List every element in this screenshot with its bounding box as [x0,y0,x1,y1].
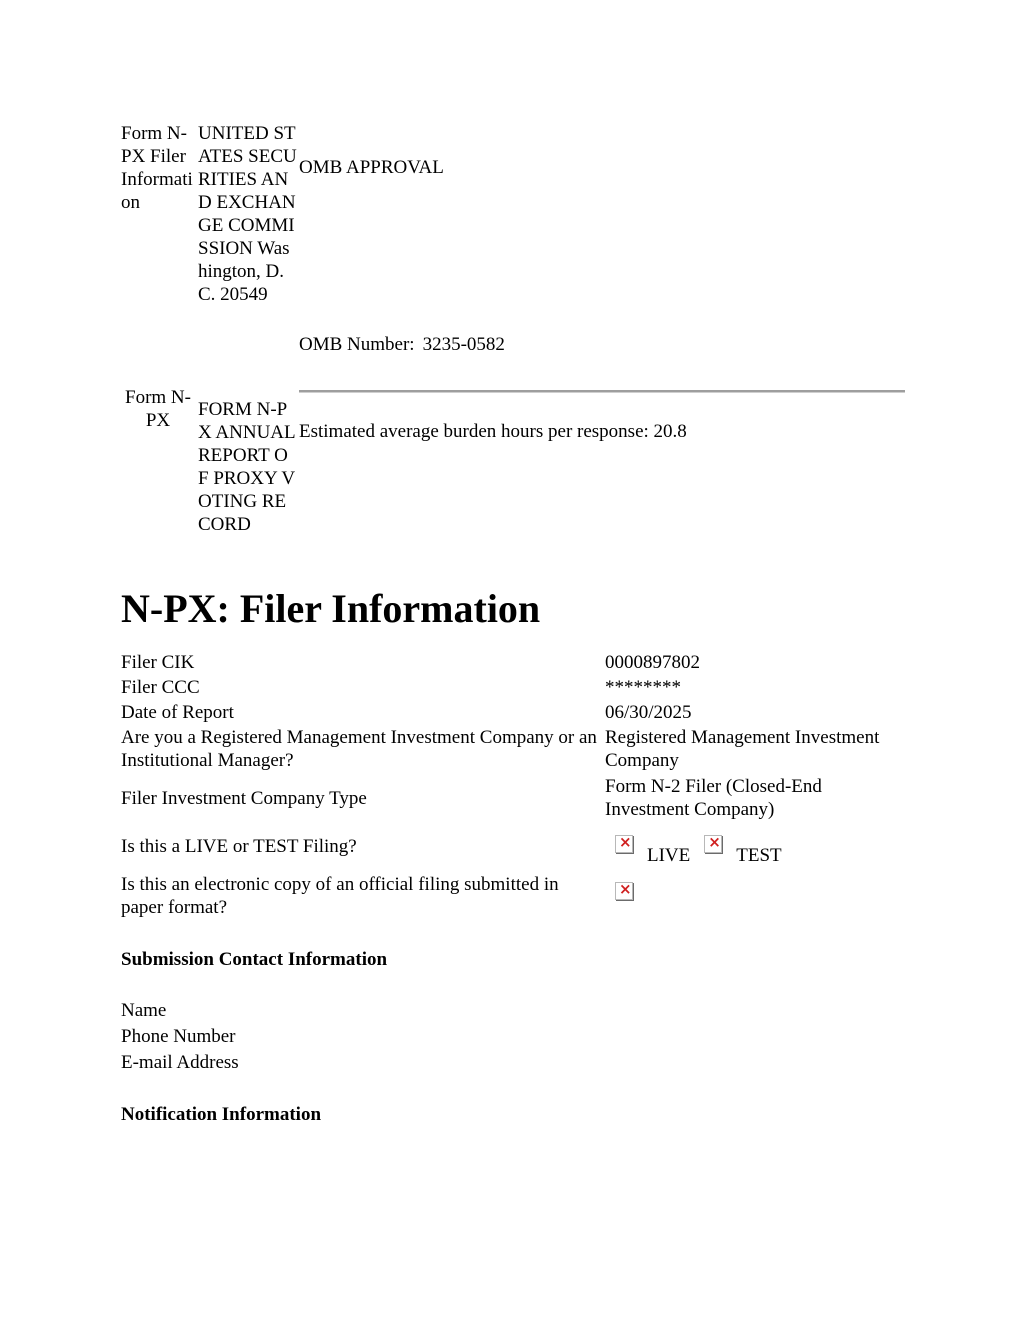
row-label: Filer CIK [121,652,195,673]
row-label: Are you a Registered Management Investment Company or an Institutional Manager? [121,727,597,771]
row-value: Registered Management Investment Company [605,727,880,771]
row-label: Filer CCC [121,677,200,698]
omb-number [299,333,505,356]
omb-number-label: OMB Number: [299,334,415,355]
table-row [121,675,905,700]
filer-info-table [121,650,905,920]
paper-format-checkbox[interactable] [615,882,633,900]
live-test-label: Is this a LIVE or TEST Filing? [121,836,357,857]
agency-cell: UNITED STATES SECURITIES AND EXCHANGE COMMISSION Washington, D.C. 20549 [198,123,297,305]
table-row [121,700,905,725]
form-title-cell: Form N-PX Filer Information [121,123,193,213]
contact-phone-label: Phone Number [121,1026,236,1047]
paper-format-value [605,872,905,920]
test-option-label: TEST [736,845,782,866]
test-checkbox[interactable] [704,835,722,853]
row-label: Filer Investment Company Type [121,787,367,809]
live-test-options [605,823,905,872]
submission-contact-heading: Submission Contact Information [121,949,388,970]
document-page [121,122,905,1126]
contact-name-label: Name [121,1000,167,1021]
contact-list [121,999,905,1077]
omb-approval-heading: OMB APPROVAL [299,157,444,178]
live-option-label: LIVE [647,845,691,866]
row-value: 06/30/2025 [605,702,692,723]
paper-format-label: Is this an electronic copy of an official filing submitted in paper format? [121,874,559,918]
table-row [121,773,905,823]
form-header [121,122,905,562]
row-label: Date of Report [121,702,234,723]
form-short-cell: Form N-PX [125,387,191,431]
header-divider [299,390,905,393]
row-value: ******** [605,677,681,698]
live-test-row [121,823,905,872]
page-title: N-PX: Filer Information [121,586,541,631]
row-value: 0000897802 [605,652,700,673]
form-full-title-cell: FORM N-PX ANNUAL REPORT OF PROXY VOTING RECORD [198,399,296,535]
omb-number-value: 3235-0582 [422,334,505,355]
table-row [121,650,905,675]
burden-estimate: Estimated average burden hours per response: 20.8 [299,421,687,442]
row-value: Form N-2 Filer (Closed-End Investment Company) [605,776,822,820]
live-checkbox[interactable] [615,835,633,853]
paper-format-row [121,872,905,920]
notification-heading: Notification Information [121,1104,322,1125]
table-row [121,725,905,773]
contact-email-label: E-mail Address [121,1052,239,1073]
